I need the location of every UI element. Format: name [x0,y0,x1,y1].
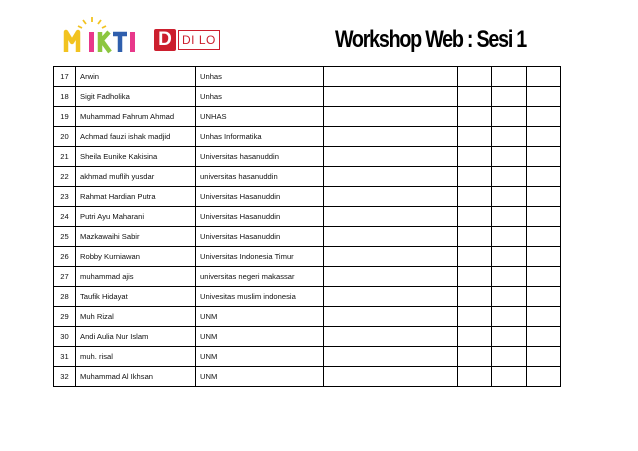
participant-institution: Unhas [196,67,324,87]
empty-cell [324,287,458,307]
empty-cell [527,367,561,387]
participant-institution: UNM [196,327,324,347]
empty-cell [527,247,561,267]
participant-institution: Universitas hasanuddin [196,147,324,167]
empty-cell [458,127,492,147]
empty-cell [458,207,492,227]
row-number: 27 [54,267,76,287]
empty-cell [458,187,492,207]
empty-cell [527,347,561,367]
participant-name: Muhammad Fahrum Ahmad [76,107,196,127]
empty-cell [527,167,561,187]
empty-cell [324,367,458,387]
dilo-mark: D [154,29,176,51]
table-row [54,107,561,127]
empty-cell [458,87,492,107]
empty-cell [492,247,527,267]
empty-cell [324,247,458,267]
empty-cell [527,327,561,347]
empty-cell [458,267,492,287]
empty-cell [324,307,458,327]
participant-institution: Universitas Hasanuddin [196,227,324,247]
empty-cell [527,307,561,327]
empty-cell [527,67,561,87]
row-number: 28 [54,287,76,307]
empty-cell [324,347,458,367]
table-row [54,347,561,367]
empty-cell [492,147,527,167]
empty-cell [458,167,492,187]
table-row [54,127,561,147]
empty-cell [458,107,492,127]
empty-cell [324,267,458,287]
empty-cell [527,267,561,287]
participant-name: Muhammad Al Ikhsan [76,367,196,387]
empty-cell [458,367,492,387]
empty-cell [458,227,492,247]
table-row [54,187,561,207]
empty-cell [492,307,527,327]
participant-institution: UNM [196,367,324,387]
participant-institution: Unhas Informatika [196,127,324,147]
empty-cell [492,267,527,287]
participant-table [53,66,561,387]
row-number: 22 [54,167,76,187]
row-number: 26 [54,247,76,267]
table-row [54,367,561,387]
participant-name: Muh Rizal [76,307,196,327]
empty-cell [527,207,561,227]
empty-cell [492,367,527,387]
table-row [54,247,561,267]
participant-institution: Universitas Hasanuddin [196,207,324,227]
table-row [54,87,561,107]
participant-name: Robby Kurniawan [76,247,196,267]
row-number: 17 [54,67,76,87]
empty-cell [527,127,561,147]
empty-cell [492,347,527,367]
empty-cell [492,87,527,107]
empty-cell [527,227,561,247]
empty-cell [492,167,527,187]
participant-name: Putri Ayu Maharani [76,207,196,227]
empty-cell [527,87,561,107]
empty-cell [458,307,492,327]
row-number: 20 [54,127,76,147]
table-row [54,287,561,307]
row-number: 32 [54,367,76,387]
table-row [54,147,561,167]
table-row [54,267,561,287]
row-number: 23 [54,187,76,207]
empty-cell [324,147,458,167]
page-title: Workshop Web : Sesi 1 [334,26,526,53]
participant-name: muh. risal [76,347,196,367]
participant-institution: Unhas [196,87,324,107]
participant-name: Andi Aulia Nur Islam [76,327,196,347]
dilo-text: DI LO [178,30,220,50]
participant-name: Sheila Eunike Kakisina [76,147,196,167]
empty-cell [458,67,492,87]
empty-cell [458,327,492,347]
row-number: 19 [54,107,76,127]
empty-cell [492,327,527,347]
mikti-logo [62,16,142,56]
empty-cell [527,287,561,307]
empty-cell [324,227,458,247]
participant-name: Rahmat Hardian Putra [76,187,196,207]
participant-name: Mazkawaihi Sabir [76,227,196,247]
participant-institution: Univesitas muslim indonesia [196,287,324,307]
row-number: 30 [54,327,76,347]
table-row [54,327,561,347]
row-number: 24 [54,207,76,227]
participant-name: Sigit Fadholika [76,87,196,107]
table-row [54,167,561,187]
participant-institution: universitas hasanuddin [196,167,324,187]
empty-cell [527,147,561,167]
page-header [0,0,638,64]
participant-name: Achmad fauzi ishak madjid [76,127,196,147]
empty-cell [492,287,527,307]
empty-cell [492,207,527,227]
empty-cell [324,187,458,207]
empty-cell [458,247,492,267]
participant-name: akhmad muflih yusdar [76,167,196,187]
table-row [54,207,561,227]
empty-cell [458,287,492,307]
table-row [54,67,561,87]
participant-institution: Universitas Indonesia Timur [196,247,324,267]
dilo-logo [154,28,220,52]
row-number: 29 [54,307,76,327]
participant-institution: universitas negeri makassar [196,267,324,287]
empty-cell [458,147,492,167]
participant-institution: Universitas Hasanuddin [196,187,324,207]
row-number: 21 [54,147,76,167]
empty-cell [527,107,561,127]
table-row [54,227,561,247]
empty-cell [324,327,458,347]
participant-institution: UNM [196,307,324,327]
empty-cell [324,67,458,87]
empty-cell [492,227,527,247]
empty-cell [492,187,527,207]
empty-cell [324,107,458,127]
empty-cell [324,127,458,147]
empty-cell [324,167,458,187]
empty-cell [492,67,527,87]
empty-cell [527,187,561,207]
empty-cell [458,347,492,367]
participant-name: Taufik Hidayat [76,287,196,307]
table-row [54,307,561,327]
participant-name: muhammad ajis [76,267,196,287]
participant-institution: UNM [196,347,324,367]
row-number: 25 [54,227,76,247]
empty-cell [324,87,458,107]
participant-institution: UNHAS [196,107,324,127]
participant-name: Arwin [76,67,196,87]
row-number: 18 [54,87,76,107]
empty-cell [492,107,527,127]
empty-cell [324,207,458,227]
empty-cell [492,127,527,147]
row-number: 31 [54,347,76,367]
